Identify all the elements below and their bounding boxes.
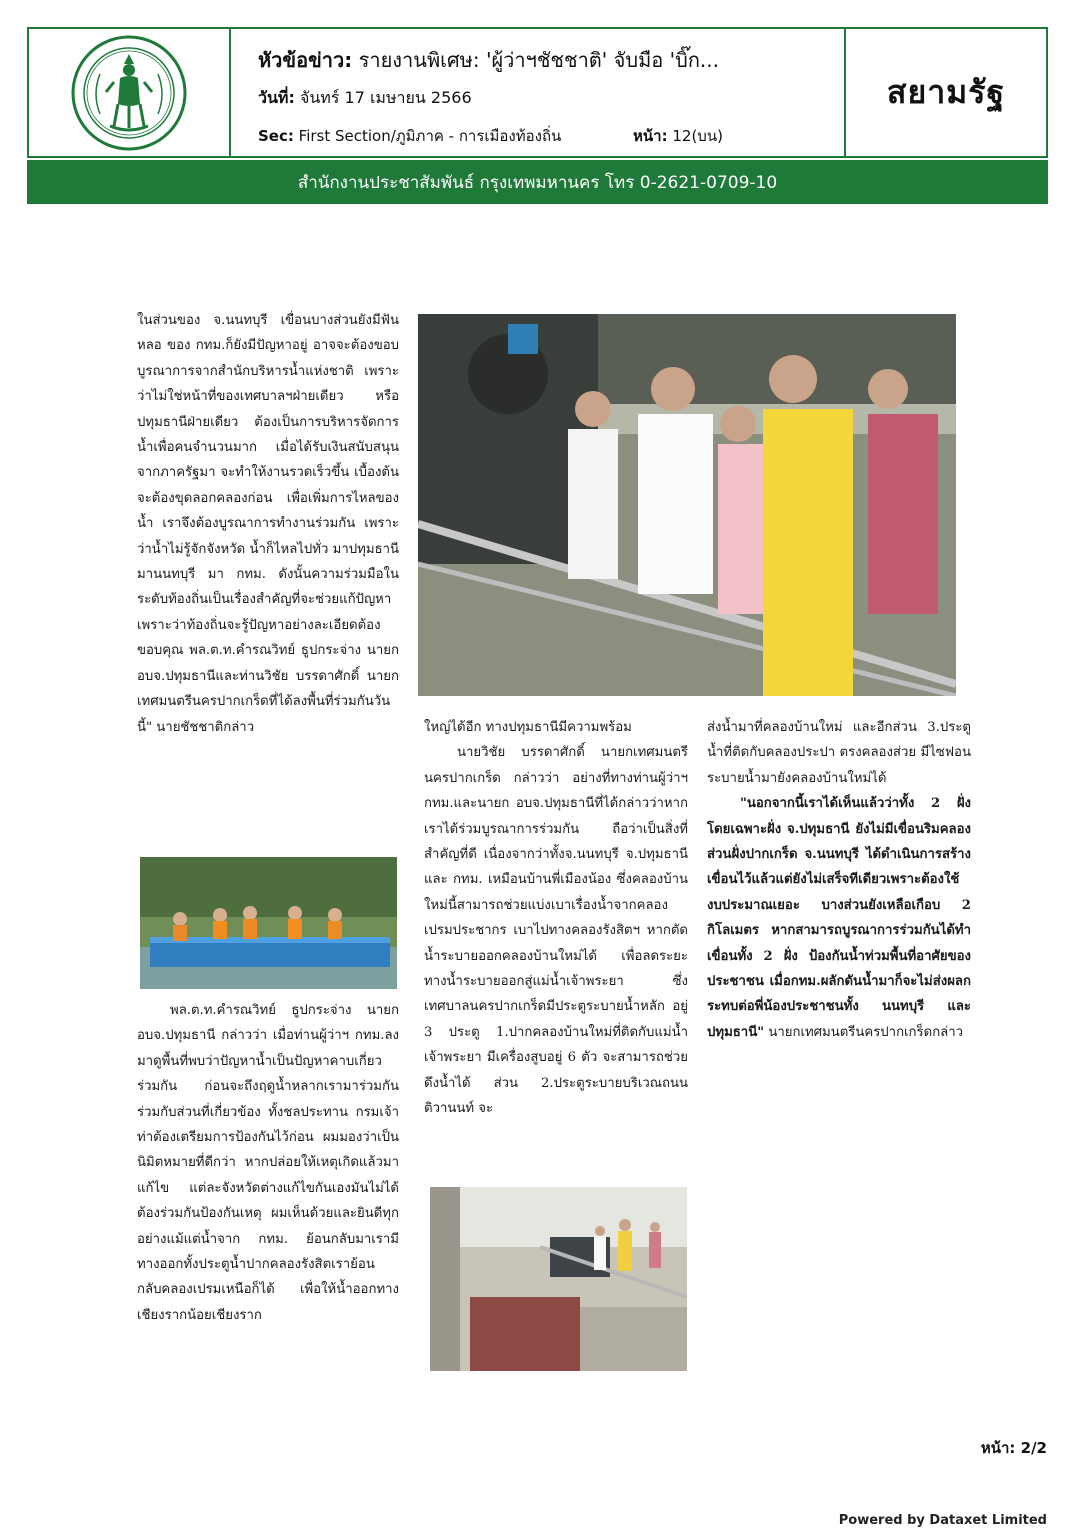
- clipping-header: [27, 27, 1048, 158]
- inspection-photo: [418, 314, 956, 696]
- col1-top-paragraph: ในส่วนของ จ.นนทบุรี เขื่อนบางส่วนยังมีฟันหลอ ของ กทม.ก็ยังมีปัญหาอยู่ อาจจะต้องขอบบูรณาการจากสำนักบริหารน้ำแห่งชาติ เพราะว่าไม่ใช่หน้าที่ของเทศบาลฯฝ่ายเดียว หรือปทุมธานีฝ่ายเดียว ต้องเป็นการบริหารจัดการน้ำเพื่อคนจำนวนมาก เมื่อได้รับเงินสนับสนุนจากภาครัฐมา จะทำให้งานรวดเร็วขึ้น เบื้องต้นจะต้องขุดลอกคลองก่อน เพื่อเพิ่มการไหลของน้ำ เราจึงต้องบูรณาการทำงานร่วมกัน เพราะว่าน้ำไม่รู้จักจังหวัด น้ำก็ไหลไปทั่ว มาปทุมธานี มานนทบุรี มา กทม. ดังนั้นความร่วมมือในระดับท้องถิ่นเป็นเรื่องสำคัญที่จะช่วยแก้ปัญหา เพราะว่าท้องถิ่นจะรู้ปัญหาอย่างละเอียดต้องขอบคุณ พล.ต.ท.คำรณวิทย์ ธูปกระจ่าง นายก อบจ.ปทุมธานีและท่านวิชัย บรรดาศักดิ์ นายกเทศมนตรีนครปากเกร็ดที่ได้ลงพื้นที่ร่วมกันวันนี้" นายชัชชาติกล่าว: [137, 313, 399, 735]
- col3-paragraph-1: ส่งน้ำมาที่คลองบ้านใหม่ และอีกส่วน 3.ประตูน้ำที่ติดกับคลองประปา ตรงคลองส่วย มีไซฟอนระบายน้ำมายังคลองบ้านใหม่ได้: [707, 720, 971, 786]
- section-text: First Section/ภูมิภาค - การเมืองท้องถิ่น: [298, 127, 562, 145]
- article-col1-top: [137, 308, 399, 740]
- col3-paragraph-2: [707, 791, 971, 1045]
- boat-photo: [140, 857, 397, 989]
- publication-cell: [846, 29, 1046, 156]
- col3-quote-attribution: นายกเทศมนตรีนครปากเกร็ดกล่าว: [768, 1024, 964, 1040]
- date-row: [258, 86, 472, 111]
- floodgate-photo-image: [430, 1187, 687, 1371]
- footer-page-number: หน้า: 2/2: [980, 1439, 1047, 1457]
- col2-paragraph-1: ใหญ่ได้อีก ทางปทุมธานีมีความพร้อม: [424, 720, 632, 735]
- col1-bottom-paragraph: พล.ต.ท.คำรณวิทย์ ธูปกระจ่าง นายก อบจ.ปทุมธานี กล่าวว่า เมื่อท่านผู้ว่าฯ กทม.ลงมาดูพื้นที่พบว่าปัญหาน้ำเป็นปัญหาคาบเกี่ยวร่วมกัน ก่อนจะถึงฤดูน้ำหลากเรามาร่วมกันร่วมกับส่วนที่เกี่ยวข้อง ทั้งชลประทาน กรมเจ้าท่าต้องเตรียมการป้องกันไว้ก่อน ผมมองว่าเป็นนิมิตหมายที่ดีกว่า หากปล่อยให้เหตุเกิดแล้วมาแก้ไข แต่ละจังหวัดต่างแก้ไขกันเองมันไม่ได้ ต้องร่วมกันป้องกันเหตุ ผมเห็นด้วยและยินดีทุกอย่างแม้แต่น้ำจาก กทม. ย้อนกลับมาเรามีทางออกทั้งประตูน้ำปากคลองรังสิตเราย้อนกลับคลองเปรมเหนือก็ได้ เพื่อให้น้ำออกทางเชียงรากน้อยเชียงราก: [137, 1003, 399, 1323]
- pr-office-banner: สำนักงานประชาสัมพันธ์ กรุงเทพมหานคร โทร 0-2621-0709-10: [27, 160, 1048, 204]
- headline-text: รายงานพิเศษ: 'ผู้ว่าฯชัชชาติ' จับมือ 'บิ๊ก...: [358, 48, 719, 72]
- date-text: จันทร์ 17 เมษายน 2566: [299, 88, 472, 107]
- section-label: Sec:: [258, 127, 294, 145]
- headline-row: [258, 44, 719, 76]
- floodgate-photo: [430, 1187, 687, 1371]
- col3-quote: "นอกจากนี้เราได้เห็นแล้วว่าทั้ง 2 ฝั่ง โดยเฉพาะฝั่ง จ.ปทุมธานี ยังไม่มีเขื่อนริมคลอง ส่วนฝั่งปากเกร็ด จ.นนทบุรี ได้ดำเนินการสร้างเขื่อนไว้แล้วแต่ยังไม่เสร็จทีเดียวเพราะต้องใช้งบประมาณเยอะ บางส่วนยังเหลือเกือบ 2 กิโลเมตร หากสามารถบูรณาการร่วมกันได้ทำเขื่อนทั้ง 2 ฝั่ง ป้องกันน้ำท่วมพื้นที่อาศัยของประชาชน เมื่อกทม.ผลักดันน้ำมาก็จะไม่ส่งผลกระทบต่อพี่น้องประชาชนทั้ง นนทบุรี และ ปทุมธานี": [707, 796, 971, 1040]
- bma-logo-cell: [29, 29, 231, 156]
- page-row: [633, 124, 723, 148]
- date-label: วันที่:: [258, 88, 295, 107]
- powered-by: Powered by Dataxet Limited: [838, 1513, 1047, 1528]
- boat-photo-image: [140, 857, 397, 989]
- bma-seal-logo: [70, 34, 188, 152]
- section-row: [258, 124, 561, 148]
- page-text: 12(บน): [672, 127, 723, 145]
- article-col3: [707, 715, 971, 1045]
- page-label: หน้า:: [633, 127, 668, 145]
- article-col1-bottom: [137, 998, 399, 1328]
- inspection-photo-image: [418, 314, 956, 696]
- col2-paragraph-2: นายวิชัย บรรดาศักดิ์ นายกเทศมนตรีนครปากเกร็ด กล่าวว่า อย่างที่ทางท่านผู้ว่าฯ กทม.และนายก อบจ.ปทุมธานีที่ได้กล่าวว่าหากเราได้ร่วมบูรณาการร่วมกัน ถือว่าเป็นสิ่งที่สำคัญที่ดี เนื่องจากว่าทั้งจ.นนทบุรี จ.ปทุมธานี และ กทม. เหมือนบ้านพี่เมืองน้อง ซึ่งคลองบ้านใหม่นี้สามารถช่วยแบ่งเบาเรื่องน้ำจากคลองเปรมประชากร เบาไปทางคลองรังสิตฯ หากตัดน้ำระบายออกคลองบ้านใหม่ได้ เพื่อลดระยะทางน้ำระบายออกสู่แม่น้ำเจ้าพระยา ซึ่งเทศบาลนครปากเกร็ดมีประตูระบายน้ำหลัก อยู่ 3 ประตู 1.ปากคลองบ้านใหม่ที่ติดกับแม่น้ำเจ้าพระยา มีเครื่องสูบอยู่ 6 ตัว จะสามารถช่วยดึงน้ำได้ ส่วน 2.ประตูระบายบริเวณถนนติวานนท์ จะ: [424, 745, 688, 1117]
- clipping-info: [231, 29, 846, 156]
- headline-label: หัวข้อข่าว:: [258, 48, 353, 72]
- publication-name: สยามรัฐ: [886, 73, 1006, 111]
- article-col2: [424, 715, 688, 1122]
